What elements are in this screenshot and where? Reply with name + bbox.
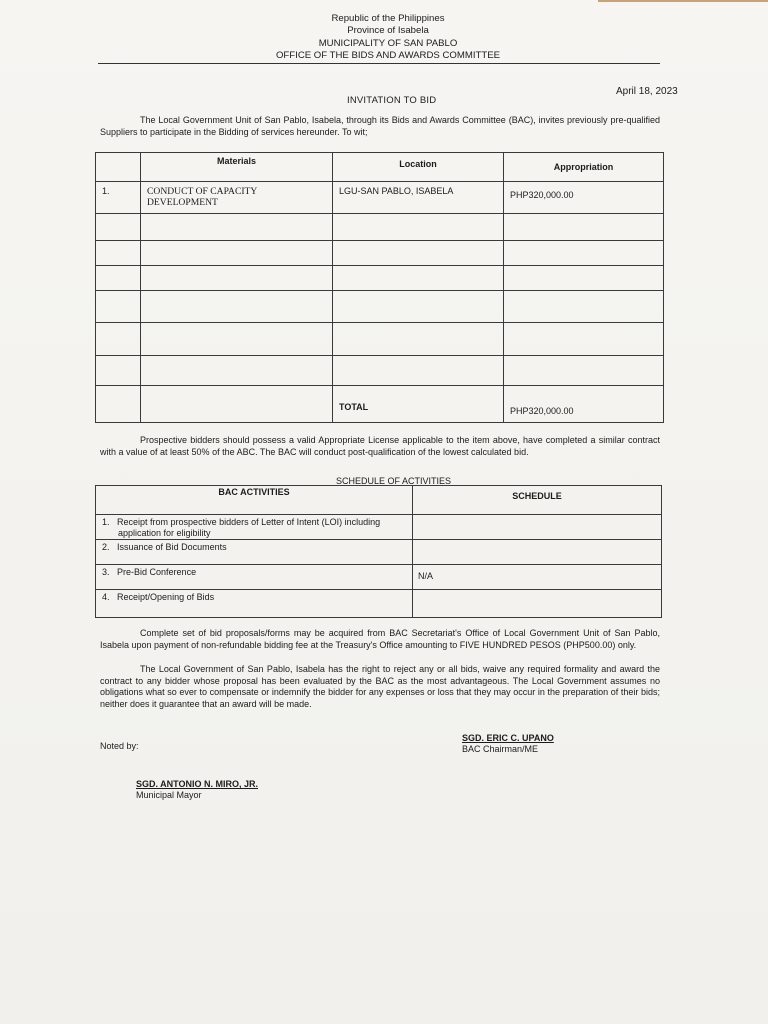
letterhead-line: Republic of the Philippines	[331, 13, 445, 24]
header-divider	[98, 63, 660, 64]
activity-cell	[96, 565, 413, 590]
table-row	[96, 565, 662, 590]
mayor-signature-block	[136, 779, 258, 801]
eligibility-paragraph	[100, 435, 660, 458]
table-row	[96, 515, 662, 540]
row-number: 1.	[96, 182, 141, 214]
chairman-name: SGD. ERIC C. UPANO	[462, 733, 554, 743]
proposals-paragraph	[100, 628, 660, 651]
activity-number: 3.	[102, 567, 110, 577]
table-row	[96, 291, 664, 323]
activity-number: 4.	[102, 592, 110, 602]
schedule-cell	[413, 540, 662, 565]
schedule-cell: N/A	[413, 565, 662, 590]
header-materials: Materials	[141, 153, 333, 182]
table-total-row	[96, 386, 664, 423]
header-bac-activities: BAC ACTIVITIES	[96, 486, 413, 515]
letterhead-line: OFFICE OF THE BIDS AND AWARDS COMMITTEE	[275, 50, 501, 62]
table-row	[96, 356, 664, 386]
eligibility-text: Prospective bidders should possess a valid Appropriate License applicable to the item above, have completed a similar contract with a value of at least 50% of the ABC. The BAC will conduct post-qualification of the lowest calculated bid.	[100, 435, 660, 457]
proposals-text: Complete set of bid proposals/forms may be acquired from BAC Secretariat's Office of Local Government Unit of San Pablo, Isabela upon payment of non-refundable bidding fee at the Treasury's Office amounting to FIVE HUNDRED PESOS (PHP500.00) only.	[100, 628, 660, 650]
mayor-name: SGD. ANTONIO N. MIRO, JR.	[136, 779, 259, 789]
header-location: Location	[333, 153, 504, 182]
schedule-cell	[413, 590, 662, 618]
material-cell: CONDUCT OF CAPACITY DEVELOPMENT	[141, 182, 333, 214]
activity-cell	[96, 515, 413, 540]
chairman-title: BAC Chairman/ME	[462, 744, 539, 754]
total-value: PHP320,000.00	[504, 386, 664, 423]
table-row	[96, 241, 664, 266]
activity-cell	[96, 540, 413, 565]
appropriation-cell: PHP320,000.00	[504, 182, 664, 214]
mayor-title: Municipal Mayor	[136, 790, 202, 800]
document-date: April 18, 2023	[616, 86, 678, 97]
activity-text: Pre-Bid Conference	[117, 567, 197, 577]
activity-text: Issuance of Bid Documents	[117, 542, 227, 552]
intro-paragraph	[100, 115, 660, 138]
schedule-table	[95, 485, 662, 618]
document-title: INVITATION TO BID	[347, 95, 437, 106]
table-row	[96, 323, 664, 356]
chairman-signature-block	[462, 733, 554, 755]
letterhead-line: MUNICIPALITY OF SAN PABLO	[318, 37, 458, 49]
intro-text: The Local Government Unit of San Pablo, Isabela, through its Bids and Awards Committee (BAC), invites previously pre-qualified Suppliers to participate in the Bidding of services hereunder. To wit;	[100, 115, 660, 137]
table-row	[96, 540, 662, 565]
corner-mark	[598, 0, 768, 2]
table-row	[96, 266, 664, 291]
activity-number: 2.	[102, 542, 110, 552]
table-header-blank	[96, 153, 141, 182]
rights-text: The Local Government of San Pablo, Isabela has the right to reject any or all bids, waive any required formality and award the contract to any bidder whose proposal has been evaluated by the BAC as the most advantageous. The Local Government assumes no obligations what so ever to compensate or indemnify the bidder for any expenses or loss that they may occur in the preparation of their bids; neither does it guarantee that an award will be made.	[100, 664, 660, 709]
rights-paragraph	[100, 664, 660, 710]
table-row	[96, 182, 664, 214]
header-appropriation: Appropriation	[504, 153, 664, 182]
letterhead	[0, 13, 768, 63]
location-cell: LGU-SAN PABLO, ISABELA	[333, 182, 504, 214]
letterhead-line: Province of Isabela	[347, 25, 429, 37]
materials-table	[95, 152, 664, 423]
activity-text: Receipt/Opening of Bids	[117, 592, 215, 602]
schedule-cell	[413, 515, 662, 540]
total-label: TOTAL	[333, 386, 504, 423]
schedule-caption: SCHEDULE OF ACTIVITIES	[336, 476, 452, 486]
table-row	[96, 590, 662, 618]
activity-text: Receipt from prospective bidders of Letter of Intent (LOI) including application for eligibility	[117, 517, 381, 538]
noted-by-label: Noted by:	[100, 741, 139, 751]
activity-cell	[96, 590, 413, 618]
table-row	[96, 214, 664, 241]
activity-number: 1.	[102, 517, 110, 527]
header-schedule: SCHEDULE	[413, 486, 662, 515]
